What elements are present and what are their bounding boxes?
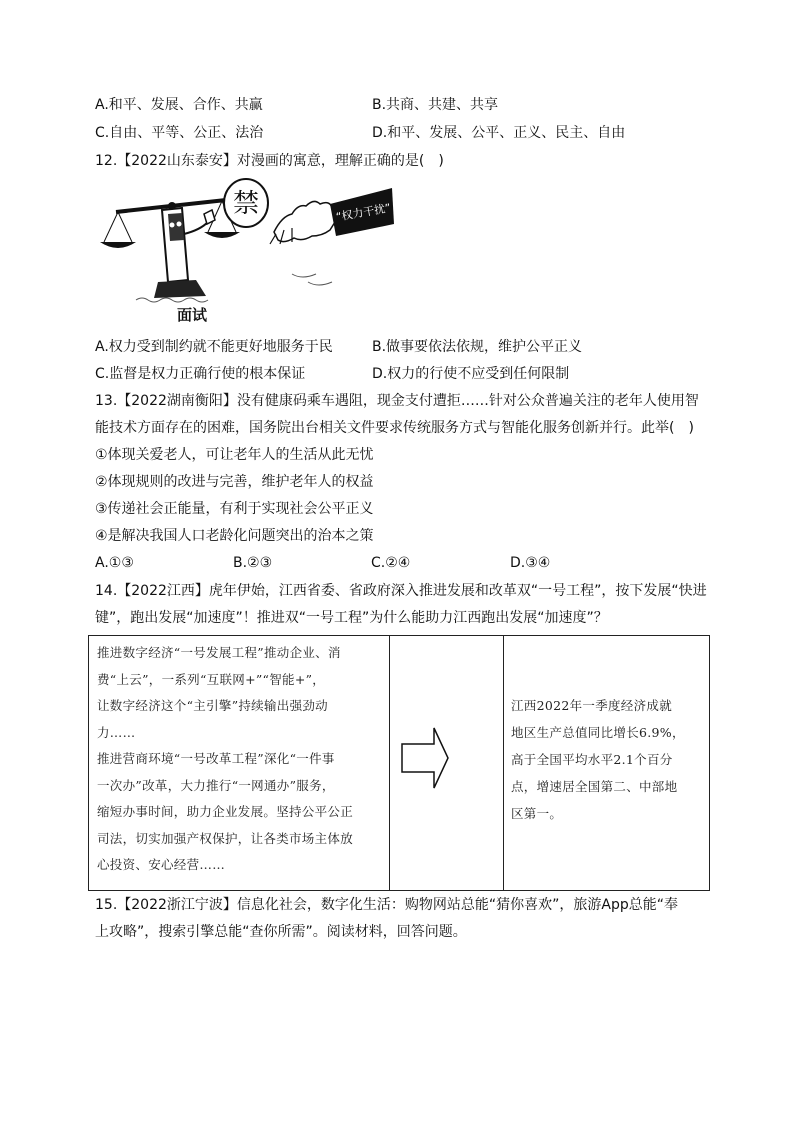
cartoon-caption: 面试 [176,306,208,324]
material-line: 力…… [97,724,136,740]
material-line: 费“上云”，一系列“互联网+”“智能+”， [97,671,326,687]
q13-item-4: ④是解决我国人口老龄化问题突出的治本之策 [95,528,374,544]
q11-option-a: A.和平、发展、合作、共赢 [95,97,263,113]
material-line: 心投资、安心经营…… [97,857,226,872]
q11-option-b: B.共商、共建、共享 [372,97,499,113]
material-line: 让数字经济这个“主引擎”持续输出强劲动 [97,698,328,713]
q11-option-d: D.和平、发展、公平、正义、民主、自由 [372,125,626,141]
material-line: 区第一。 [511,806,563,821]
q14-material-right [503,635,710,891]
material-line: 推进营商环境“一号改革工程”深化“一件事 [97,751,335,766]
material-line: 推进数字经济“一号发展工程”推动企业、消 [97,645,341,660]
q13-option-c: C.②④ [371,555,411,571]
cartoon-figure [96,170,396,328]
balance-scale-cartoon [96,170,396,328]
material-line: 缩短办事时间，助力企业发展。坚持公平公正 [97,804,354,819]
q13-item-1: ①体现关爱老人，可让老年人的生活从此无忧 [95,447,374,463]
q12-option-b: B.做事要依法依规，维护公平正义 [372,339,583,355]
q14-stem-line1: 14.【2022江西】虎年伊始，江西省委、省政府深入推进发展和改革双“一号工程”，按下发展“快进 [95,583,707,599]
sleeve-label: “权力干扰” [334,201,392,224]
q13-option-d: D.③④ [510,555,551,571]
material-line: 江西2022年一季度经济成就 [511,698,673,713]
q14-stem-line2: 键”，跑出发展“加速度”！推进双“一号工程”为什么能助力江西跑出发展“加速度”？ [95,610,608,626]
q11-option-c: C.自由、平等、公正、法治 [95,125,264,141]
q13-item-3: ③传递社会正能量，有利于实现社会公平正义 [95,501,374,517]
q12-stem: 12.【2022山东泰安】对漫画的寓意，理解正确的是( ) [95,153,444,169]
q13-stem-line1: 13.【2022湖南衡阳】没有健康码乘车遇阻，现金支付遭拒……针对公众普遍关注的老年人使用智 [95,393,699,409]
material-line: 司法，切实加强产权保护，让各类市场主体放 [97,830,354,846]
q15-stem-line1: 15.【2022浙江宁波】信息化社会，数字化生活：购物网站总能“猜你喜欢”，旅游App总能“奉 [95,897,679,913]
material-line: 点，增速居全国第二、中部地 [511,779,678,794]
material-line: 高于全国平均水平2.1个百分 [511,752,673,767]
q13-option-a: A.①③ [95,555,134,571]
q14-arrow-cell [389,635,504,891]
q13-stem-line2: 能技术方面存在的困难，国务院出台相关文件要求传统服务方式与智能化服务创新并行。此举( ) [95,420,694,436]
q13-option-b: B.②③ [233,555,273,571]
q12-option-c: C.监督是权力正确行使的根本保证 [95,366,306,382]
q14-material-left [88,635,390,891]
material-line: 一次办”改革，大力推行“一网通办”服务， [97,777,335,793]
material-line: 地区生产总值同比增长6.9%， [511,725,685,740]
q12-option-d: D.权力的行使不应受到任何限制 [372,366,570,382]
right-arrow-icon [390,636,502,890]
q15-stem-line2: 上攻略”，搜索引擎总能“查你所需”。阅读材料，回答问题。 [95,924,467,940]
q13-item-2: ②体现规则的改进与完善，维护老年人的权益 [95,474,374,490]
stamp-text: 禁 [232,189,260,219]
q12-option-a: A.权力受到制约就不能更好地服务于民 [95,339,333,355]
